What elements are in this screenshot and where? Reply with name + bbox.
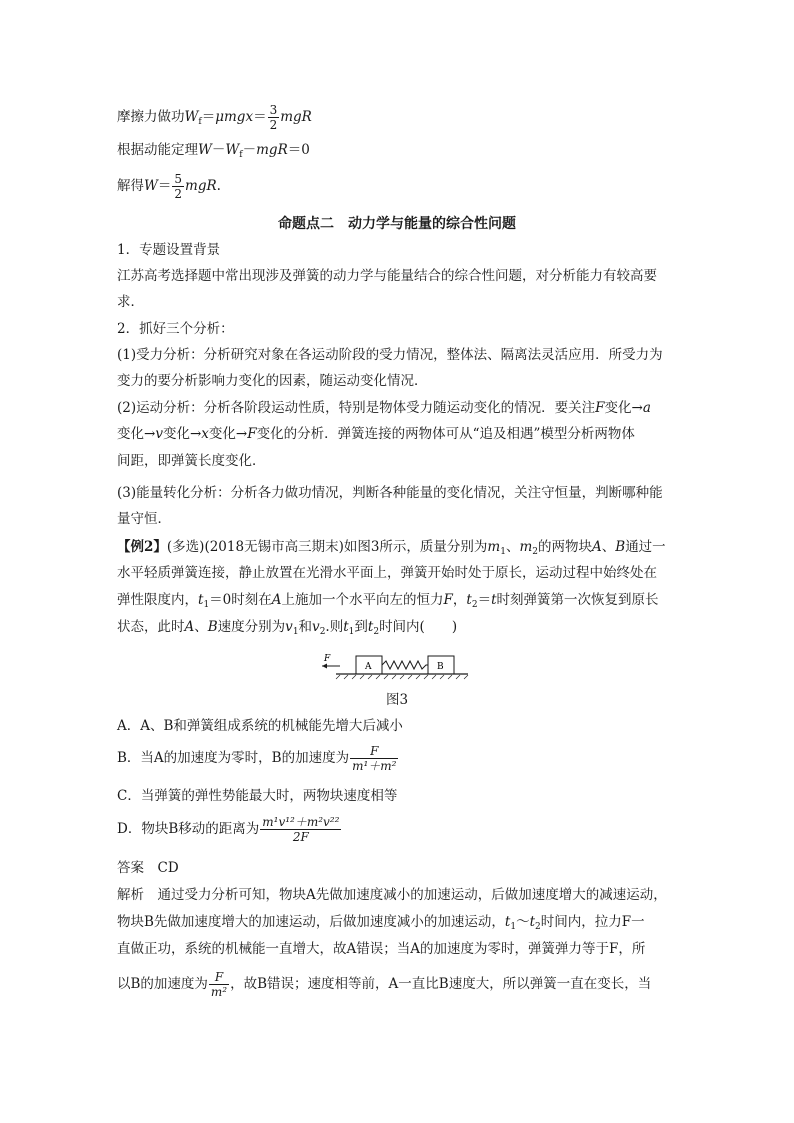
force-analysis-line2: 变力的要分析影响力变化的因素，随运动变化情况．: [117, 373, 428, 389]
option-b: B．当A的加速度为零时，B的加速度为 $\frac{F}{\text{m¹＋m²}}$: [117, 744, 397, 773]
force-label: F: [324, 654, 331, 664]
solve-fraction: $\frac{5}{2}$: [174, 172, 183, 201]
analysis-line1: 解析 通过受力分析可知，物块A先做加速度减小的加速运动，后做加速度增大的减速运动，: [117, 887, 667, 903]
friction-fraction: $\frac{3}{2}$: [269, 103, 278, 132]
block-b-label: B: [437, 662, 444, 672]
friction-work-line: 摩擦力做功$W_f=\mu mgx=$ $\frac{3}{2}$ mgR: [117, 103, 312, 132]
example-line1: 【例2】(多选)(2018无锡市高三期末)如图3所示，质量分别为$m_1$、$m_2$的两物块A、B通过一: [117, 539, 666, 557]
motion-analysis-line1: (2)运动分析：分析各阶段运动性质，特别是物体受力随运动变化的情况．要关注F变化→a: [117, 400, 651, 416]
item1-line2: 求．: [117, 294, 144, 310]
figure-caption: 图3: [385, 692, 409, 708]
kinetic-theorem-line: 根据动能定理$W-W_f-mgR=0$: [117, 142, 310, 160]
analysis-line4: 以B的加速度为 $\frac{F}{\text{m²}}$ ，故B错误；速度相等前，A一直比B速度大，所以弹簧一直在变长，当: [117, 970, 652, 999]
option-d: D．物块B移动的距离为 $\frac{\text{m¹v¹²＋m²v²²}}{2F}$: [117, 815, 340, 844]
option-b-fraction: $\frac{F}{\text{m¹＋m²}}$: [352, 744, 397, 773]
example-tag: 【例2】: [117, 539, 167, 555]
motion-analysis-line2: 变化→v变化→x变化→F变化的分析．弹簧连接的两物体可从“追及相遇”模型分析两物体: [117, 426, 635, 442]
example-line4: 状态，此时A、B速度分别为$v_1$和$v_2$.则$t_1$到$t_2$时间内( ): [117, 619, 458, 637]
option-c: C．当弹簧的弹性势能最大时，两物块速度相等: [117, 788, 398, 804]
item1-title: 1．专题设置背景: [117, 242, 221, 258]
ground-hatch: [336, 675, 468, 679]
example-line3: 弹性限度内，$t_1=0$时刻在A上施加一个水平向左的恒力F，$t_2=t$时刻弹簧第一次恢复到原长: [117, 592, 659, 610]
answer-value: CD: [157, 860, 179, 876]
analysis-line2: 物块B先做加速度增大的加速运动，后做加速度减小的加速运动，$t_1\sim t_2$时间内，拉力F一: [117, 914, 645, 932]
energy-analysis-line1: (3)能量转化分析：分析各力做功情况，判断各种能量的变化情况，关注守恒量，判断哪种能: [117, 485, 663, 501]
energy-analysis-line2: 量守恒．: [117, 511, 171, 527]
answer-label: 答案: [117, 860, 144, 876]
analysis-fraction: $\frac{F}{\text{m²}}$: [210, 970, 228, 999]
force-arrowhead: [322, 664, 327, 669]
motion-analysis-line3: 间距，即弹簧长度变化．: [117, 453, 266, 469]
analysis-line3: 直做正功，系统的机械能一直增大，故A错误；当A的加速度为零时，弹簧弹力等于F，所: [117, 941, 646, 957]
solve-line: 解得W＝ $\frac{5}{2}$ mgR.: [117, 172, 221, 201]
example-line2: 水平轻质弹簧连接，静止放置在光滑水平面上，弹簧开始时处于原长，运动过程中始终处在: [117, 565, 657, 581]
analysis-label: 解析: [117, 887, 144, 903]
force-analysis-line1: (1)受力分析：分析研究对象在各运动阶段的受力情况，整体法、隔离法灵活应用．所受力为: [117, 347, 663, 363]
section-title: 命题点二 动力学与能量的综合性问题: [278, 216, 516, 232]
answer-line: [117, 858, 684, 878]
option-a: A．A、B和弹簧组成系统的机械能先增大后减小: [117, 718, 403, 734]
option-d-fraction: $\frac{\text{m¹v¹²＋m²v²²}}{2F}$: [262, 815, 340, 844]
spring: [382, 661, 428, 669]
item2-title: 2．抓好三个分析：: [117, 321, 234, 337]
block-a-label: A: [365, 662, 372, 672]
item1-line1: 江苏高考选择题中常出现涉及弹簧的动力学与能量结合的综合性问题，对分析能力有较高要: [117, 268, 657, 284]
spring-blocks-figure: [320, 648, 470, 688]
